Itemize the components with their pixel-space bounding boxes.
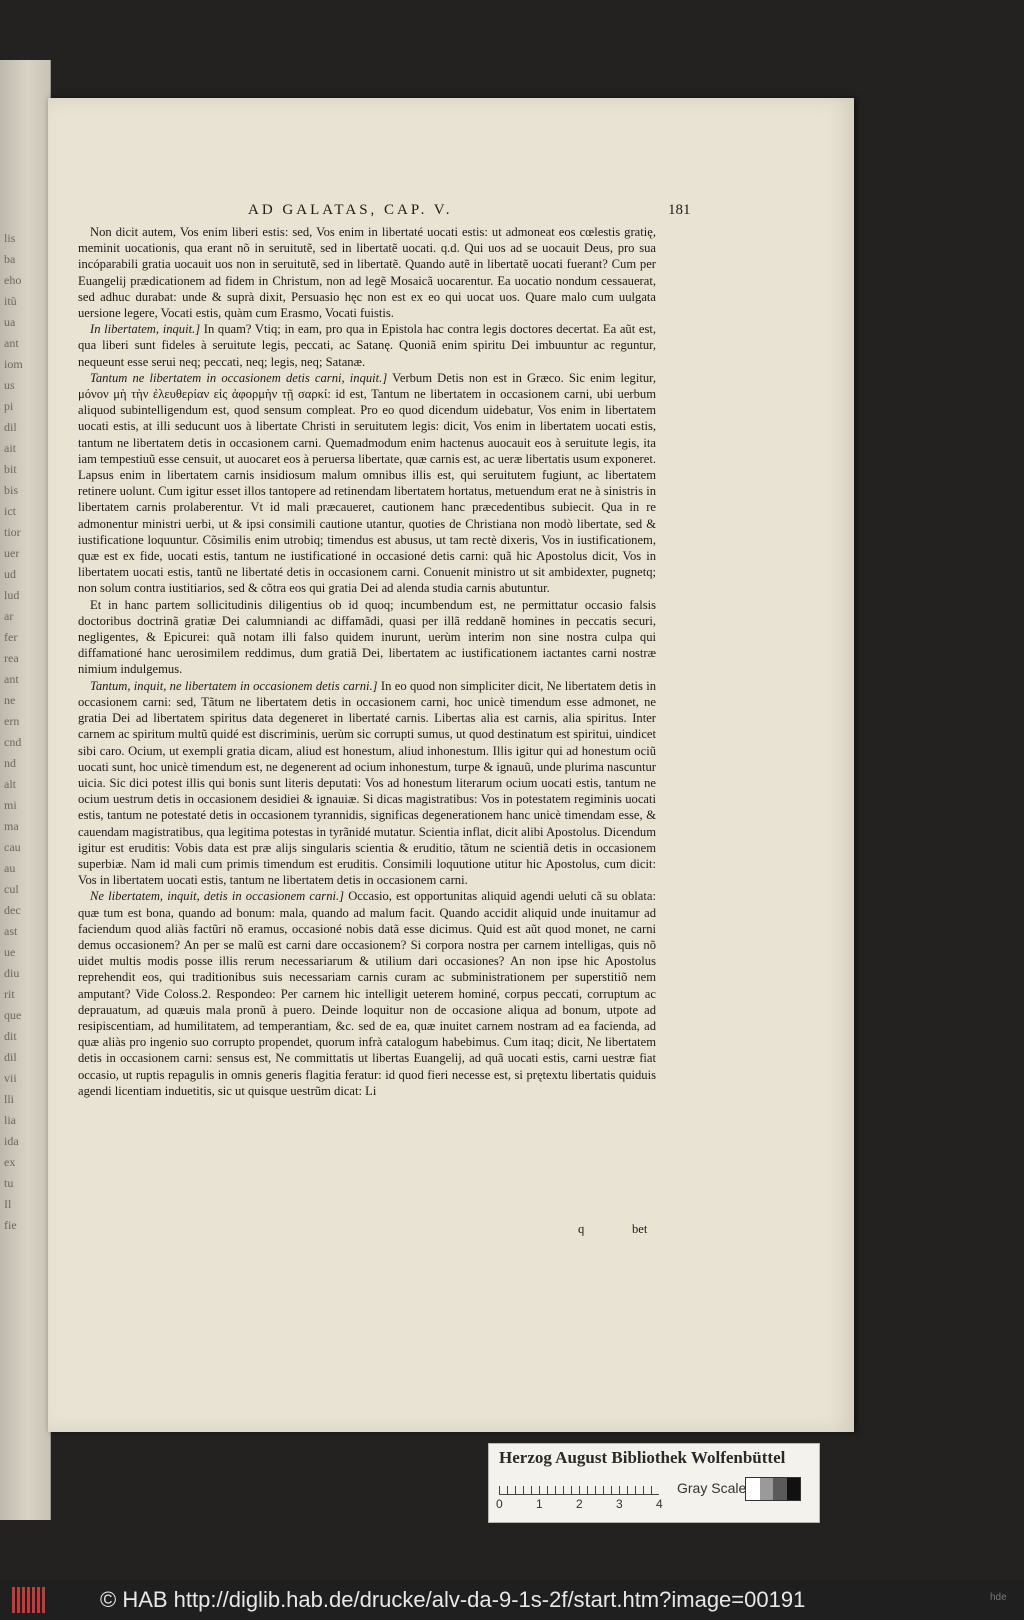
- gray-scale-label: Gray Scale: [677, 1480, 747, 1496]
- main-text: [78, 224, 656, 1099]
- left-page-fragment: fer: [4, 630, 18, 644]
- left-page-fragment: vii: [4, 1071, 17, 1085]
- left-page-fragment: dec: [4, 903, 21, 917]
- paragraph: [78, 678, 656, 889]
- left-page-fragment: tu: [4, 1176, 14, 1190]
- color-scale-card: [488, 1443, 820, 1523]
- paragraph: [78, 321, 656, 370]
- left-page-fragment: dil: [4, 1050, 17, 1064]
- left-page-fragment: dit: [4, 1029, 17, 1043]
- left-page-fragment: nd: [4, 756, 16, 770]
- paragraph: Et in hanc partem sollicitudinis diligentius ob id quoq; incumbendum est, ne permittatur occasio falsis doctoribus doctrinã gratiæ Dei calumniandi ac diffamãdi, quasi per illã reddanẽ homines in peccatis securi, negligentes, & Epicurei: quã notam illi falso quidem inurunt, uerùm interim non sine nostra culpa qui diffamationé hanc uerosimilem reddimus, dum gratiã Dei, libertatem ac iustificationem iactantes carni nostræ nimium indulgemus.: [78, 597, 656, 677]
- left-page-fragment: lli: [4, 1092, 15, 1106]
- paragraph-body: Occasio, est opportunitas aliquid agendi ueluti cã su oblata: quæ tum est bona, quando ad bonum: mala, quando ad malum facit. Quando accidit aliquid unde inuitamur ad faciendum quod aliàs factũri nõ eramus, occasioné nobis datã esse dicimus. Quid est aũt quod monet, ne carni demus occasionem? An per se malũ est carni dare occasionem? Si corpora nostra per carnem intelligas, quis nõ uidet multis modis posse illis rerum necessariarum & utilium dari occasiones? An non ipse hic Apostolus reprehendit eos, qui traditionibus suis necessariam carnis curam ac subministrationem per superstitiõ nem amputant? Vide Coloss.2. Respondeo: Per carnem hic intelligit ueterem hominé, corpus peccati, corruptum ac deprauatum, ad quæuis mala pronũ à puero. Deinde loquitur non de occasione aliqua ad bonum, utpote ad resipiscentiam, ad humilitatem, ad temperantiam, &c. sed de ea, quæ inuitet carnem nostram ad ea facienda, ad quæ aliàs pro ingenio suo corrupto propendet, quorum infrà catalogum habebimus. Cum itaq; dicit, Ne libertatem detis in occasionem carni: sensus est, Ne committatis ut libertas Euangelij, ad quã uocati estis, carni uestræ fiat occasio, ut ruptis repagulis in omnis generis flagitia feratur: id quod fieri necesse est, si prętextu libertatis quiduis agendi licentiam induetitis, sic ut quisque uestrũm dicat: Li: [78, 889, 656, 1098]
- left-page-fragment: fie: [4, 1218, 17, 1232]
- left-page-fragment: cau: [4, 840, 21, 854]
- left-page-fragment: rit: [4, 987, 15, 1001]
- running-head-title: AD GALATAS, CAP. V.: [248, 202, 453, 218]
- footer-bar: [0, 1580, 1024, 1620]
- left-page-fragment: dil: [4, 420, 17, 434]
- left-page-fragment: ida: [4, 1134, 19, 1148]
- left-page-fragment: ast: [4, 924, 18, 938]
- left-page-fragment: ma: [4, 819, 19, 833]
- left-page-fragment: bit: [4, 462, 17, 476]
- left-page-fragment: mi: [4, 798, 17, 812]
- left-page-fragment: cul: [4, 882, 19, 896]
- left-page-fragment: ex: [4, 1155, 16, 1169]
- left-page-fragment: Il: [4, 1197, 12, 1211]
- left-page-fragment: ait: [4, 441, 16, 455]
- left-page-fragment: au: [4, 861, 16, 875]
- gray-swatch: [746, 1478, 760, 1500]
- left-page-fragment: tior: [4, 525, 21, 539]
- lemma: Tantum, inquit, ne libertatem in occasionem detis carni.]: [90, 678, 378, 693]
- left-page-fragment: ict: [4, 504, 16, 518]
- left-page-fragment: uer: [4, 546, 20, 560]
- left-page-fragment: diu: [4, 966, 20, 980]
- lemma: Ne libertatem, inquit, detis in occasionem carni.]: [90, 889, 345, 904]
- gray-swatch: [773, 1478, 787, 1500]
- signature-mark: q: [578, 1222, 585, 1236]
- left-page-fragment: iom: [4, 357, 23, 371]
- left-page-fragment: que: [4, 1008, 22, 1022]
- left-page-fragment: ant: [4, 672, 19, 686]
- left-page-fragment: ern: [4, 714, 20, 728]
- ruler-number: 2: [576, 1497, 583, 1511]
- left-page-fragment: lud: [4, 588, 20, 602]
- left-page-fragment: ne: [4, 693, 16, 707]
- ruler-number: 1: [536, 1497, 543, 1511]
- ruler-number: 0: [496, 1497, 503, 1511]
- left-page-fragment: us: [4, 378, 15, 392]
- hab-logo-icon: [12, 1587, 46, 1613]
- paragraph: [78, 370, 656, 597]
- gray-swatch: [760, 1478, 774, 1500]
- gray-swatch: [787, 1478, 801, 1500]
- left-page-fragment: lis: [4, 231, 16, 245]
- lemma: Tantum ne libertatem in occasionem detis carni, inquit.]: [90, 370, 388, 385]
- left-page-fragment: cnd: [4, 735, 22, 749]
- paragraph: [78, 888, 656, 1099]
- book-page: [48, 98, 854, 1432]
- ruler-number: 4: [656, 1497, 663, 1511]
- left-page-fragment: ue: [4, 945, 16, 959]
- left-page-fragment: lia: [4, 1113, 16, 1127]
- left-page-fragment: bis: [4, 483, 19, 497]
- gray-scale-swatches: [745, 1477, 801, 1501]
- paragraph-body: Verbum Detis non est in Græco. Sic enim legitur, μόνον μὴ τὴν ἐλευθερίαν εἰς ἀφορμὴν τῇ σαρκί: id est, Tantum ne libertatem in occasionem carni, ubi uerbum aliquod subintelligendum est, quod sensum compleat. Pro eo quod dicendum uidebatur, Vos enim in libertatem uocati estis, at illi seducunt uos à libertate Christi in seruitutem legis: dicit, Vos enim in libertatem uocati estis, tantum ne libertatem detis in occasionem carni. Quemadmodum enim hactenus auocauit eos à seruitute legis, ita iam tempestiuũ esse censuit, ut auocaret eos à peruersa libertate, quæ carnis est, ac ueræ libertatis usum exponeret. Lapsus enim in libertatem carnis insidiosum malum omnibus illis est, qui seruitutem fugiunt, ac libertatem retinere uolunt. Cum igitur esset illos tantopere ad retinendam libertatem hortatus, metuendum erat ne à sinistris in libertatem carnis prolaberentur. Vt id mali præcaueret, cautionem hanc præcedentibus subiecit. Qua in re admonentur ministri uerbi, ut & ipsi consimili cautione utantur, quoties de Christiana non modò libertate, sed & iustificatione loquuntur. Cõsimilis enim utrobiq; timendus est abusus, ut tam rectè dixeris, Vos in iustificationem, quæ est ex fide, uocati estis, tantum ne iustificationé in occasioné detis carni: quã hic Apostolus dicit, Vos in libertatem uocati estis, tantũ ne libertaté detis in occasionem carni. Conuenit ministro ut sit ambidexter, pugnetq; non solum contra iustitiarios, sed & cõtra eos qui gratia Dei ad alenda studia carnis abutuntur.: [78, 370, 656, 596]
- left-page-fragment: ar: [4, 609, 14, 623]
- paragraph-body: In quam? Vtiq; in eam, pro qua in Epistola hac contra legis doctores decertat. Ea aũt est, qua liberi sunt fideles à seruitute legis, peccati, ac Satanę. Quoniã enim spiritu Dei imbuuntur ac reguntur, nequeunt esse serui neq; peccati, neq; legis, neq; Satanæ.: [78, 322, 657, 369]
- left-page-fragment: ba: [4, 252, 16, 266]
- ruler: [499, 1476, 659, 1495]
- left-page-fragment: ud: [4, 567, 16, 581]
- left-page-fragment: pi: [4, 399, 14, 413]
- ruler-number: 3: [616, 1497, 623, 1511]
- paragraph-body: In eo quod non simpliciter dicit, Ne libertatem detis in occasionem carni: sed, Tãtum ne libertatem detis in occasionem carni, hoc unicè timendum esse admonet, ne gratia Dei ad libertatem spiritus data degeneret in libertaté carnis. Libertas alia est carnis, alia spiritus. Inter carnem ac spiritum multũ quidé est discriminis, uerùm sic corrupti sumus, ut quod destinatum est spiritui, uindicet sibi caro. Ocium, ut exempli gratia dicam, aliud est honestum, aliud inhonestum. Illis igitur qui ad honestum ociũ uocati sunt, hoc unicè timendum est, ne degenerent ad ocium inhonestum, turpe & ignauũ, unde plurima nascuntur uicia. Sic dici potest illis qui bonis sunt literis deputati: Vos ad honestum literarum ocium uocati estis, tantum ne ocium uestrum detis in occasionem desidiei & ignauiæ. Si dicas magistratibus: Vos in potestatem regiminis uocati estis, tantum ne potestaté detis in occasionem tyrannidis, significas degenerationem hanc unicè timendam esse, & cauendam magistratibus, qua legitima potestas in tyrãnidé mutatur. Scientia inflat, dicit alibi Apostolus. Dicendum igitur est eruditis: Vobis data est præ alijs singularis scientia & eruditio, tãtum ne scientiã detis in occasionem superbiæ. Nam id mali cum primis timendum est eruditis. Consimili loquutione utitur hic Apostolus, cum dicit: Vos in libertatem uocati estis, tantum ne libertatem detis in occasionem carni.: [78, 678, 656, 888]
- catchword: bet: [632, 1222, 648, 1236]
- footer-credit[interactable]: © HAB http://diglib.hab.de/drucke/alv-da-9-1s-2f/start.htm?image=00191: [100, 1587, 806, 1612]
- left-page-fragment: ant: [4, 336, 19, 350]
- left-page-fragment: ua: [4, 315, 16, 329]
- left-page-fragment: eho: [4, 273, 22, 287]
- folio-number: 181: [668, 202, 691, 218]
- left-page-fragment: rea: [4, 651, 19, 665]
- left-page-fragment: itũ: [4, 294, 17, 308]
- left-page-edge: [0, 60, 51, 1520]
- library-name: Herzog August Bibliothek Wolfenbüttel: [499, 1448, 786, 1467]
- left-page-fragment: alt: [4, 777, 16, 791]
- lemma: In libertatem, inquit.]: [90, 322, 201, 337]
- paragraph: Non dicit autem, Vos enim liberi estis: sed, Vos enim in libertaté uocati estis: ut admoneat eos cœlestis gratię, meminit uocationis, qua erant nõ in seruitutẽ, sed in libertatẽ uocati. q.d. Qui uos ad se uocauit Deus, pro sua incóparabili gratia uocauit uos non in seruitutẽ, sed in libertatẽ. Quando autẽ in libertatẽ uocati fuerant? Cum per Euangelij prædicationem ad fidem in Christum, non ad legẽ Mosaicã uocarentur. Ea uocatio nondum cessauerat, sed adhuc durabat: unde & suprà dixit, Persuasio hęc non est ex eo qui uocat uos. Quare malo cum uulgata uersione legere, Vocati estis, quàm cum Erasmo, Vocati fuistis.: [78, 225, 656, 321]
- footer-tag: hde: [990, 1592, 1007, 1603]
